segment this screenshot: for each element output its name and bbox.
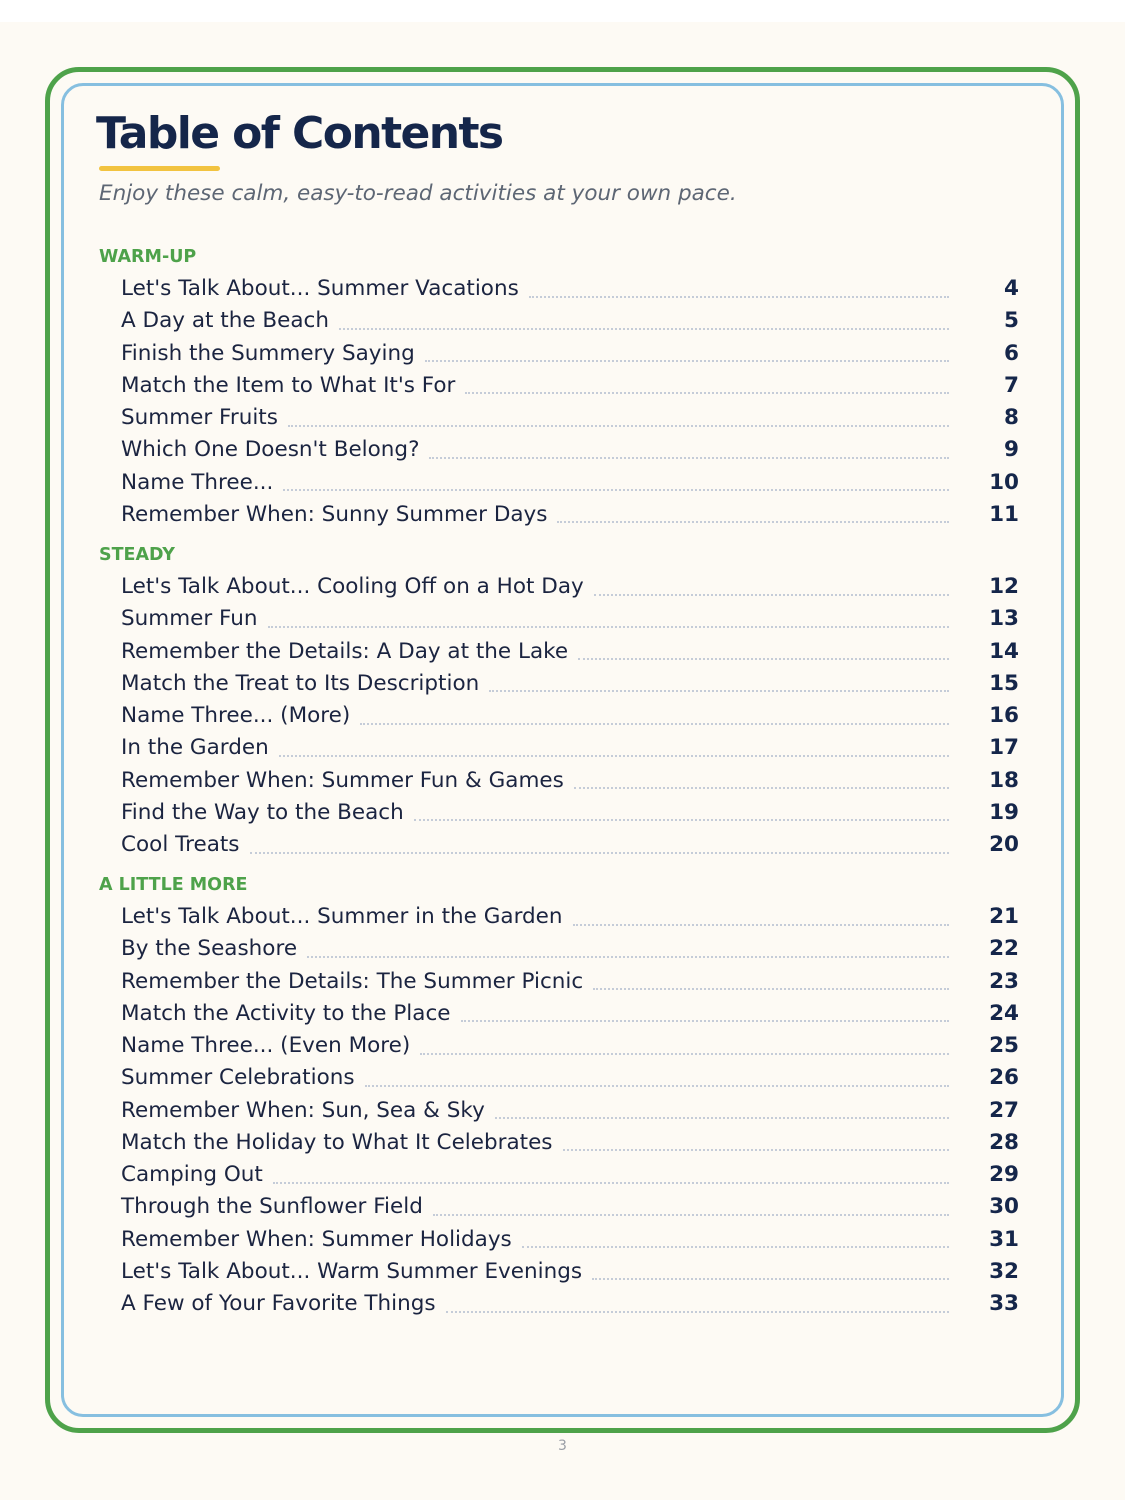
entry-page-number: 21 — [989, 904, 1019, 929]
entry-page-number: 26 — [989, 1065, 1019, 1091]
page-subtitle: Enjoy these calm, easy-to-read activities at your own pace. — [99, 181, 737, 206]
dot-leader — [339, 327, 949, 330]
toc-entry[interactable] — [99, 1030, 1019, 1062]
dot-leader — [573, 923, 949, 926]
toc-entry[interactable] — [99, 998, 1019, 1030]
toc-entry[interactable] — [99, 467, 1019, 499]
entry-page-number: 33 — [989, 1291, 1019, 1316]
dot-leader — [593, 987, 949, 990]
toc-entry[interactable] — [99, 829, 1019, 861]
dot-leader — [522, 1245, 949, 1248]
dot-leader — [414, 818, 949, 821]
entry-title: Let's Talk About... Warm Summer Evenings — [121, 1258, 583, 1284]
entry-title: Name Three... — [121, 469, 274, 495]
dot-leader — [465, 391, 949, 394]
entry-page-number: 5 — [1004, 308, 1019, 334]
toc-entry[interactable] — [99, 1224, 1019, 1256]
toc-entry[interactable] — [99, 765, 1019, 797]
toc-entry[interactable] — [99, 933, 1019, 965]
dot-leader — [279, 754, 949, 757]
section-heading: A LITTLE MORE — [99, 875, 248, 895]
entry-title: Remember When: Sun, Sea & Sky — [121, 1097, 485, 1123]
entry-page-number: 11 — [989, 501, 1019, 527]
entry-page-number: 23 — [989, 968, 1019, 994]
entry-title: Cool Treats — [121, 832, 240, 857]
entry-page-number: 10 — [989, 469, 1019, 495]
entry-page-number: 22 — [989, 936, 1019, 962]
entry-title: Summer Celebrations — [121, 1065, 355, 1091]
dot-leader — [495, 1116, 949, 1119]
toc-entry[interactable] — [99, 1127, 1019, 1159]
entry-title: Remember the Details: A Day at the Lake — [121, 638, 569, 664]
dot-leader — [429, 456, 949, 459]
toc-entry[interactable] — [99, 402, 1019, 434]
entry-title: Finish the Summery Saying — [121, 340, 415, 366]
entry-title: Remember When: Summer Fun & Games — [121, 767, 564, 793]
toc-entry[interactable] — [99, 901, 1019, 933]
toc-entry[interactable] — [99, 1159, 1019, 1191]
toc-entry[interactable] — [99, 338, 1019, 370]
entry-page-number: 19 — [989, 799, 1019, 825]
entry-title: Remember When: Sunny Summer Days — [121, 501, 548, 527]
toc-entry[interactable] — [99, 1288, 1019, 1320]
entry-page-number: 28 — [989, 1129, 1019, 1155]
dot-leader — [288, 424, 949, 427]
entry-title: Name Three... (More) — [121, 703, 351, 728]
toc-entry[interactable] — [99, 797, 1019, 829]
dot-leader — [425, 359, 949, 362]
toc-entry[interactable] — [99, 499, 1019, 531]
toc-entry[interactable] — [99, 434, 1019, 466]
entry-page-number: 9 — [1004, 437, 1019, 463]
toc-entry[interactable] — [99, 732, 1019, 764]
dot-leader — [574, 786, 949, 789]
entry-title: Which One Doesn't Belong? — [121, 437, 420, 463]
toc-entry[interactable] — [99, 700, 1019, 732]
entry-title: Match the Item to What It's For — [121, 372, 456, 398]
entry-title: By the Seashore — [121, 936, 298, 962]
entry-title: A Day at the Beach — [121, 308, 329, 334]
entry-page-number: 20 — [989, 832, 1019, 857]
entry-page-number: 6 — [1004, 340, 1019, 366]
entry-page-number: 16 — [989, 703, 1019, 728]
entry-page-number: 13 — [989, 606, 1019, 632]
toc-entry[interactable] — [99, 1256, 1019, 1288]
section-heading: WARM-UP — [99, 247, 197, 267]
entry-title: Summer Fruits — [121, 405, 278, 430]
toc-entry[interactable] — [99, 1062, 1019, 1094]
entry-title: Match the Treat to Its Description — [121, 670, 480, 696]
entry-page-number: 8 — [1004, 405, 1019, 430]
dot-leader — [578, 657, 949, 660]
toc-entry[interactable] — [99, 668, 1019, 700]
toc-entry[interactable] — [99, 273, 1019, 305]
dot-leader — [420, 1052, 949, 1055]
toc-section-steady — [99, 539, 1019, 861]
dot-leader — [273, 1181, 949, 1184]
entry-page-number: 12 — [989, 574, 1019, 599]
toc-entry[interactable] — [99, 305, 1019, 337]
toc-entry[interactable] — [99, 636, 1019, 668]
entry-page-number: 30 — [989, 1194, 1019, 1220]
dot-leader — [365, 1084, 949, 1087]
entry-title: Find the Way to the Beach — [121, 799, 404, 825]
page-number: 3 — [558, 1438, 567, 1454]
section-heading: STEADY — [99, 545, 175, 565]
entry-page-number: 24 — [989, 1000, 1019, 1026]
entry-page-number: 31 — [989, 1226, 1019, 1252]
entry-title: Match the Holiday to What It Celebrates — [121, 1129, 553, 1155]
top-margin-strip — [0, 0, 1125, 22]
dot-leader — [563, 1148, 949, 1151]
dot-leader — [529, 295, 949, 298]
entry-title: Remember When: Summer Holidays — [121, 1226, 512, 1252]
page-title: Table of Contents — [96, 108, 503, 159]
dot-leader — [250, 851, 949, 854]
entry-page-number: 32 — [989, 1258, 1019, 1284]
dot-leader — [446, 1310, 949, 1313]
dot-leader — [594, 593, 949, 596]
dot-leader — [557, 520, 949, 523]
entry-page-number: 7 — [1004, 372, 1019, 398]
entry-page-number: 14 — [989, 638, 1019, 664]
entry-page-number: 17 — [989, 735, 1019, 761]
dot-leader — [307, 955, 949, 958]
dot-leader — [360, 722, 949, 725]
entry-title: Name Three... (Even More) — [121, 1033, 411, 1058]
entry-title: Let's Talk About... Cooling Off on a Hot Day — [121, 574, 584, 599]
toc-section-warm-up — [99, 241, 1019, 531]
toc-entry[interactable] — [99, 966, 1019, 998]
toc-section-a-little-more — [99, 869, 1019, 1320]
entry-title: Remember the Details: The Summer Picnic — [121, 968, 584, 994]
entry-page-number: 18 — [989, 767, 1019, 793]
entry-title: Let's Talk About... Summer in the Garden — [121, 904, 563, 929]
entry-page-number: 27 — [989, 1097, 1019, 1123]
dot-leader — [268, 625, 949, 628]
entry-title: Match the Activity to the Place — [121, 1000, 451, 1026]
dot-leader — [592, 1277, 949, 1280]
dot-leader — [283, 488, 949, 491]
entry-page-number: 25 — [989, 1033, 1019, 1058]
entry-title: Camping Out — [121, 1162, 263, 1187]
entry-page-number: 15 — [989, 670, 1019, 696]
dot-leader — [489, 689, 949, 692]
toc-entry[interactable] — [99, 603, 1019, 635]
entry-title: Through the Sunflower Field — [121, 1194, 423, 1220]
toc-entry[interactable] — [99, 1191, 1019, 1223]
title-underline — [99, 166, 220, 171]
dot-leader — [461, 1019, 950, 1022]
toc-entry[interactable] — [99, 571, 1019, 603]
entry-title: Summer Fun — [121, 606, 258, 632]
entry-page-number: 4 — [1004, 276, 1019, 301]
entry-title: Let's Talk About... Summer Vacations — [121, 276, 519, 301]
entry-title: A Few of Your Favorite Things — [121, 1291, 436, 1316]
dot-leader — [433, 1213, 949, 1216]
entry-page-number: 29 — [989, 1162, 1019, 1187]
entry-title: In the Garden — [121, 735, 269, 761]
toc-entry[interactable] — [99, 370, 1019, 402]
toc-entry[interactable] — [99, 1095, 1019, 1127]
